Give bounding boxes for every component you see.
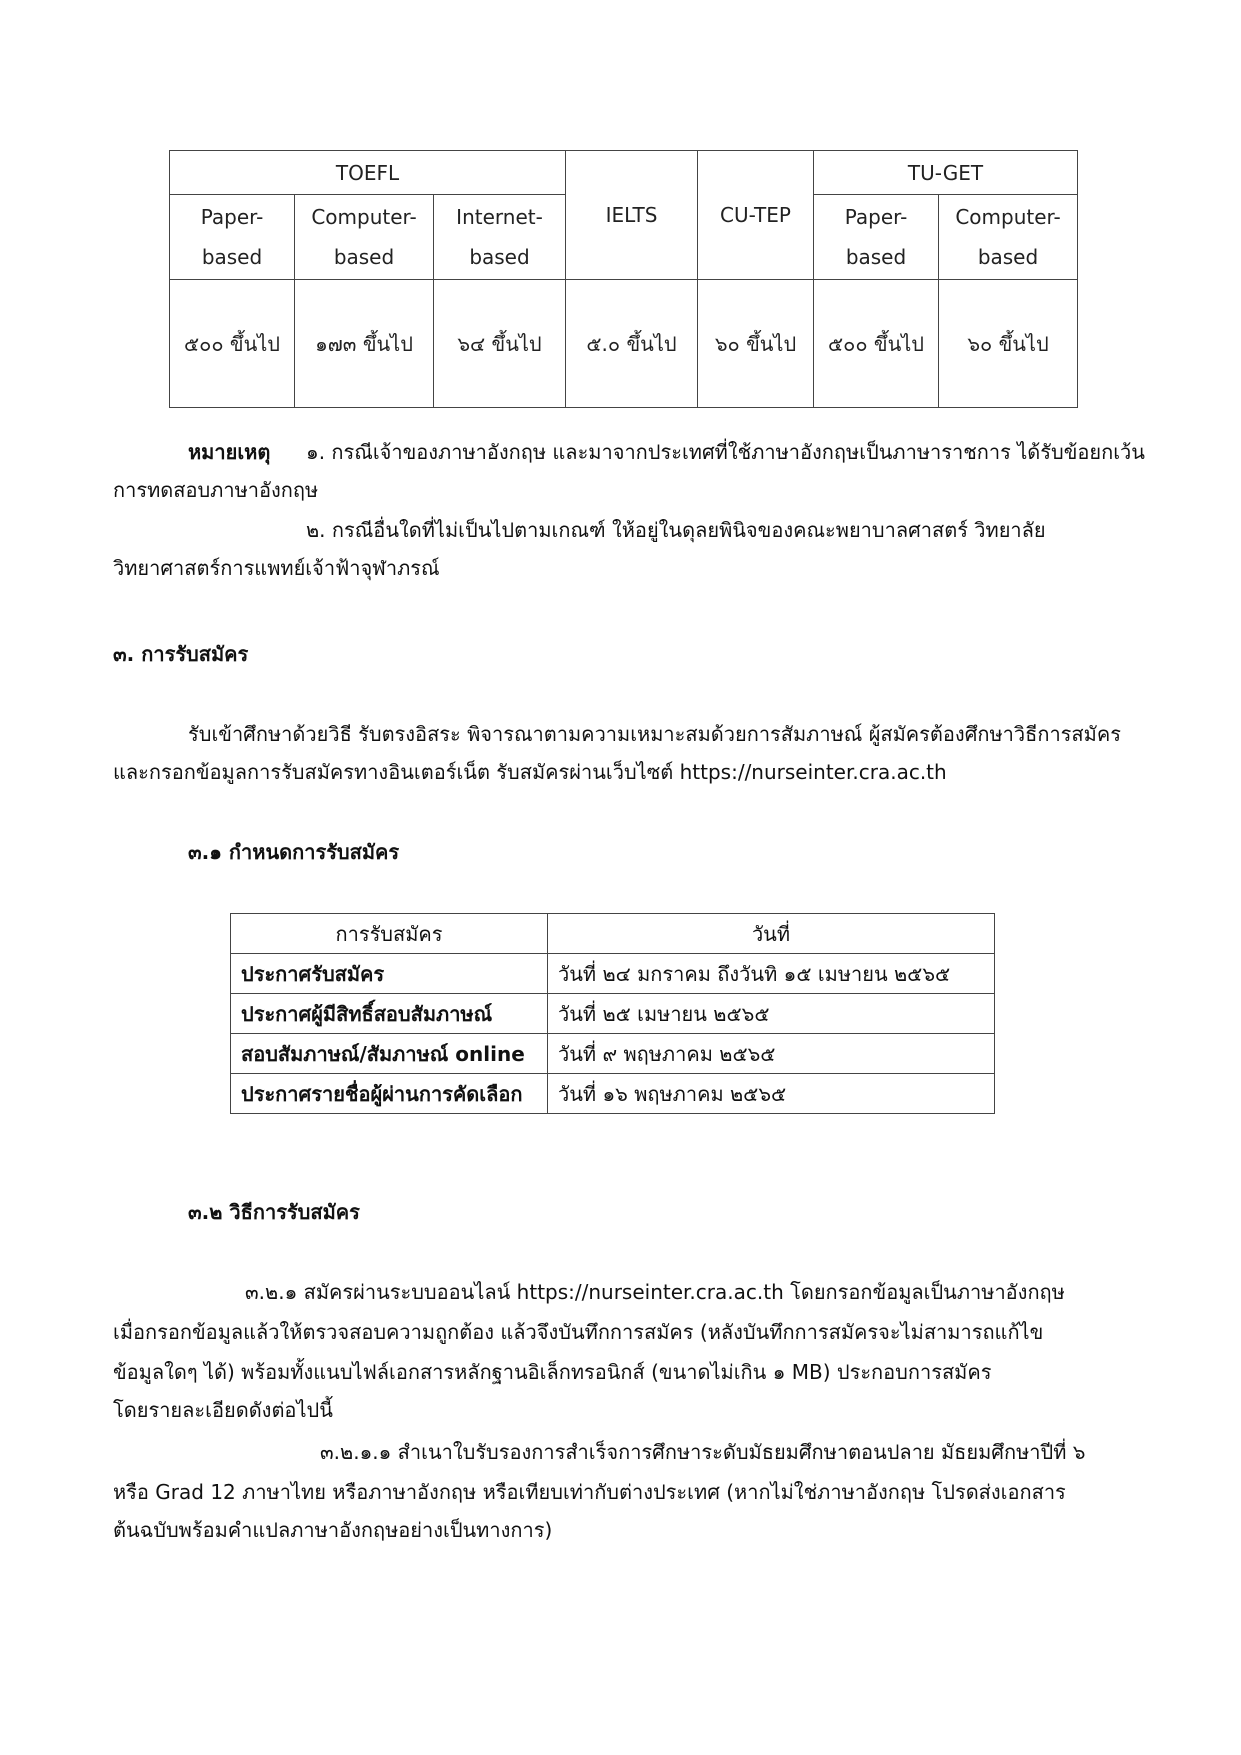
schedule-header-date: วันที่ <box>548 914 995 954</box>
value-ielts: ๕.๐ ขึ้นไป <box>566 280 698 408</box>
section-3-2-1-line-4: โดยรายละเอียดดังต่อไปนี้ <box>113 1398 333 1422</box>
note-1-line-2: การทดสอบภาษาอังกฤษ <box>113 478 319 502</box>
schedule-event: ประกาศผู้มีสิทธิ์สอบสัมภาษณ์ <box>231 994 548 1034</box>
subheader-tuget-computer: Computer- based <box>939 195 1078 280</box>
header-tuget: TU-GET <box>814 151 1078 195</box>
schedule-date: วันที่ ๑๖ พฤษภาคม ๒๕๖๕ <box>548 1074 995 1114</box>
section-3-2-1-1-line-3: ต้นฉบับพร้อมคำแปลภาษาอังกฤษอย่างเป็นทางการ) <box>113 1518 553 1542</box>
subheader-toefl-internet: Internet- based <box>434 195 566 280</box>
section-3-2-1-line-2: เมื่อกรอกข้อมูลแล้วให้ตรวจสอบความถูกต้อง แล้วจึงบันทึกการสมัคร (หลังบันทึกการสมัครจะไม่สามารถแก้ไข <box>113 1320 1044 1344</box>
schedule-event: สอบสัมภาษณ์/สัมภาษณ์ online <box>231 1034 548 1074</box>
header-ielts: IELTS <box>566 151 698 280</box>
section-3-paragraph-line-2: และกรอกข้อมูลการรับสมัครทางอินเตอร์เน็ต รับสมัครผ่านเว็บไซต์ https://nurseinter.cra.ac.th <box>113 760 947 784</box>
english-requirement-table <box>169 150 1078 408</box>
section-3-2-1-1-line-2: หรือ Grad 12 ภาษาไทย หรือภาษาอังกฤษ หรือเทียบเท่ากับต่างประเทศ (หากไม่ใช่ภาษาอังกฤษ โปรดส่งเอกสาร <box>113 1480 1066 1504</box>
value-tuget-computer: ๖๐ ขึ้นไป <box>939 280 1078 408</box>
note-1-line-1: ๑. กรณีเจ้าของภาษาอังกฤษ และมาจากประเทศที่ใช้ภาษาอังกฤษเป็นภาษาราชการ ได้รับข้อยกเว้น <box>306 440 1145 464</box>
schedule-date: วันที่ ๙ พฤษภาคม ๒๕๖๕ <box>548 1034 995 1074</box>
value-tuget-paper: ๕๐๐ ขึ้นไป <box>814 280 939 408</box>
notes-label: หมายเหตุ <box>188 440 271 464</box>
registration-schedule-table <box>230 913 995 1114</box>
subheader-toefl-computer: Computer- based <box>295 195 434 280</box>
section-3-2-1-line-1: ๓.๒.๑ สมัครผ่านระบบออนไลน์ https://nurseinter.cra.ac.th โดยกรอกข้อมูลเป็นภาษาอังกฤษ <box>245 1280 1065 1304</box>
header-cutep: CU-TEP <box>698 151 814 280</box>
schedule-event: ประกาศรับสมัคร <box>231 954 548 994</box>
section-3-2-1-1-line-1: ๓.๒.๑.๑ สำเนาใบรับรองการสำเร็จการศึกษาระดับมัธยมศึกษาตอนปลาย มัธยมศึกษาปีที่ ๖ <box>320 1440 1086 1464</box>
schedule-date: วันที่ ๒๔ มกราคม ถึงวันทิ ๑๕ เมษายน ๒๕๖๕ <box>548 954 995 994</box>
schedule-header-event: การรับสมัคร <box>231 914 548 954</box>
section-3-2-heading: ๓.๒ วิธีการรับสมัคร <box>188 1200 360 1224</box>
subheader-toefl-paper: Paper- based <box>170 195 295 280</box>
schedule-row <box>231 954 995 994</box>
schedule-row <box>231 1074 995 1114</box>
note-2-line-1: ๒. กรณีอื่นใดที่ไม่เป็นไปตามเกณฑ์ ให้อยู่ในดุลยพินิจของคณะพยาบาลศาสตร์ วิทยาลัย <box>306 518 1046 542</box>
value-cutep: ๖๐ ขึ้นไป <box>698 280 814 408</box>
value-toefl-internet: ๖๔ ขึ้นไป <box>434 280 566 408</box>
section-3-2-1-line-3: ข้อมูลใดๆ ได้) พร้อมทั้งแนบไฟล์เอกสารหลักฐานอิเล็กทรอนิกส์ (ขนาดไม่เกิน ๑ MB) ประกอบการสมัคร <box>113 1360 992 1384</box>
value-toefl-paper: ๕๐๐ ขึ้นไป <box>170 280 295 408</box>
subheader-tuget-paper: Paper- based <box>814 195 939 280</box>
schedule-event: ประกาศรายชื่อผู้ผ่านการคัดเลือก <box>231 1074 548 1114</box>
note-2-line-2: วิทยาศาสตร์การแพทย์เจ้าฟ้าจุฬาภรณ์ <box>113 556 440 580</box>
schedule-date: วันที่ ๒๕ เมษายน ๒๕๖๕ <box>548 994 995 1034</box>
schedule-row <box>231 994 995 1034</box>
header-toefl: TOEFL <box>170 151 566 195</box>
section-3-1-heading: ๓.๑ กำหนดการรับสมัคร <box>188 840 400 864</box>
section-3-paragraph-line-1: รับเข้าศึกษาด้วยวิธี รับตรงอิสระ พิจารณาตามความเหมาะสมด้วยการสัมภาษณ์ ผู้สมัครต้องศึกษาวิธีการสมัคร <box>188 722 1121 746</box>
section-3-heading: ๓. การรับสมัคร <box>113 642 249 666</box>
schedule-row <box>231 1034 995 1074</box>
value-toefl-computer: ๑๗๓ ขึ้นไป <box>295 280 434 408</box>
